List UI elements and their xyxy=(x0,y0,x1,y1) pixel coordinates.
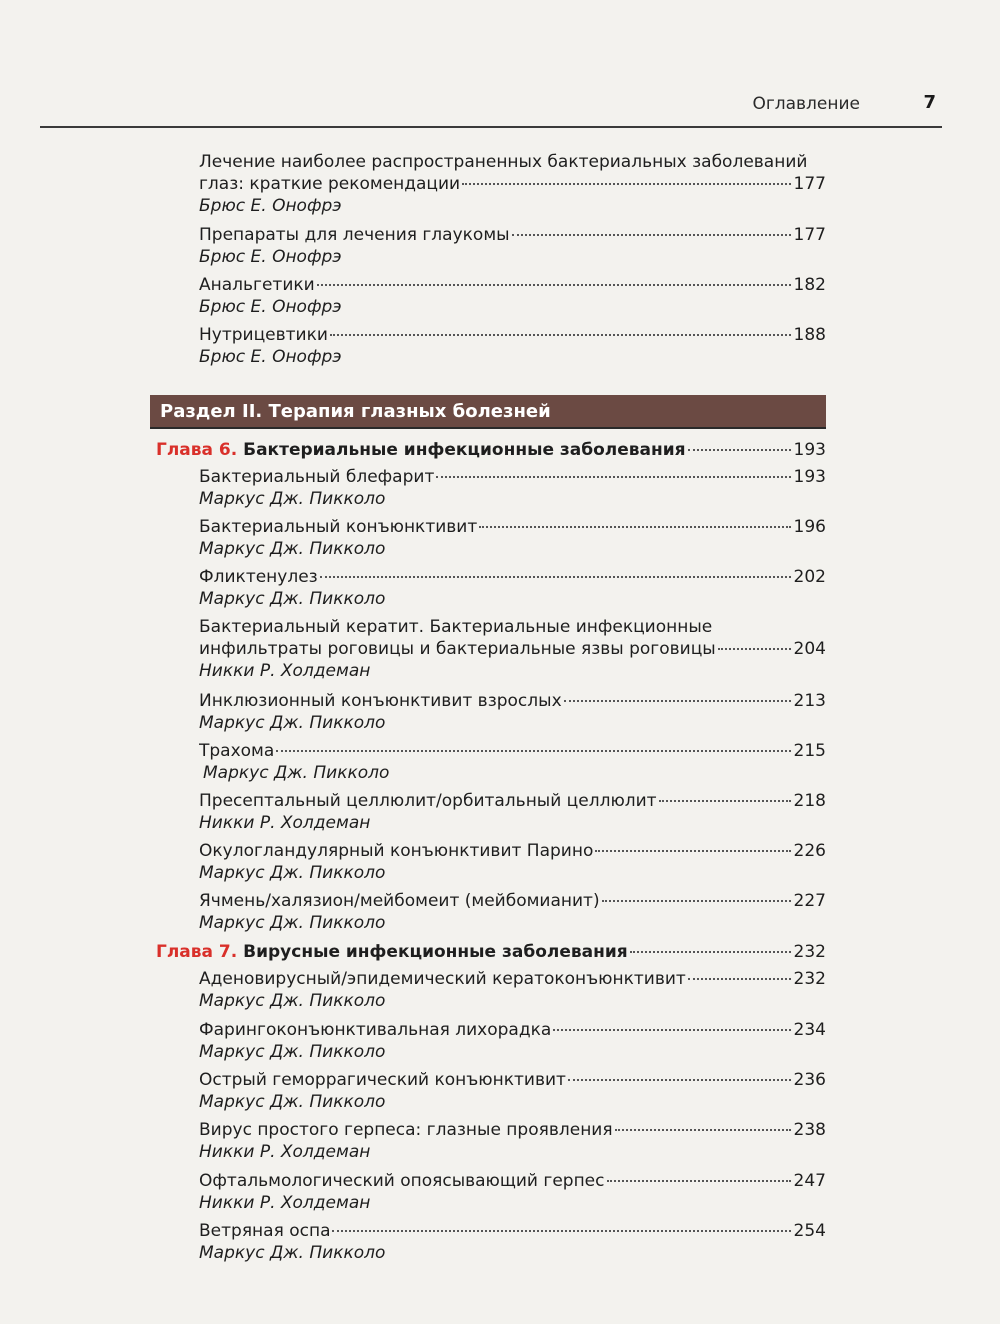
chapter-page: 193 xyxy=(793,440,826,460)
dot-leader xyxy=(659,800,791,802)
toc-entry-title: глаз: краткие рекомендации xyxy=(199,174,461,194)
toc-entry-title: Аденовирусный/эпидемический кератоконъюнктивит xyxy=(199,969,686,989)
toc-entry-page: 254 xyxy=(793,1221,826,1241)
toc-entry-author: Маркус Дж. Пикколо xyxy=(199,489,386,509)
toc-entry-title: Бактериальный конъюнктивит xyxy=(199,517,478,537)
toc-entry[interactable] xyxy=(199,224,826,268)
toc-entry-author: Маркус Дж. Пикколо xyxy=(199,1092,386,1112)
dot-leader xyxy=(553,1029,790,1031)
toc-entry-page: 226 xyxy=(793,841,826,861)
toc-entry[interactable] xyxy=(199,324,826,368)
toc-entry[interactable] xyxy=(199,890,826,934)
toc-entry[interactable] xyxy=(199,1220,826,1264)
dot-leader xyxy=(276,750,790,752)
toc-entry[interactable] xyxy=(199,1019,826,1063)
toc-entry-author: Никки Р. Холдеман xyxy=(199,1142,371,1162)
dot-leader xyxy=(436,476,790,478)
toc-entry[interactable] xyxy=(199,466,826,510)
toc-entry-title: Инклюзионный конъюнктивит взрослых xyxy=(199,691,562,711)
toc-entry-title-line1: Лечение наиболее распространенных бактериальных заболеваний xyxy=(199,152,808,172)
toc-entry-page: 177 xyxy=(793,225,826,245)
toc-entry-page: 234 xyxy=(793,1020,826,1040)
toc-entry-title: Нутрицевтики xyxy=(199,325,328,345)
chapter-heading-7[interactable] xyxy=(156,941,826,963)
toc-entry-author: Никки Р. Холдеман xyxy=(199,1193,371,1213)
toc-entry[interactable] xyxy=(199,1119,826,1163)
toc-entry-title: Вирус простого герпеса: глазные проявления xyxy=(199,1120,613,1140)
toc-entry-page: 227 xyxy=(793,891,826,911)
dot-leader xyxy=(718,648,791,650)
toc-entry-author: Маркус Дж. Пикколо xyxy=(199,913,386,933)
toc-entry-author: Маркус Дж. Пикколо xyxy=(199,863,386,883)
chapter-prefix: Глава 6. xyxy=(156,440,238,460)
toc-entry[interactable] xyxy=(199,274,826,318)
dot-leader xyxy=(630,951,791,953)
chapter-prefix: Глава 7. xyxy=(156,942,238,962)
toc-entry-page: 215 xyxy=(793,741,826,761)
toc-entry-page: 177 xyxy=(793,174,826,194)
toc-entry[interactable] xyxy=(199,690,826,734)
dot-leader xyxy=(512,234,791,236)
toc-entry-author: Брюс Е. Онофрэ xyxy=(199,247,342,267)
dot-leader xyxy=(479,526,790,528)
page-header xyxy=(40,86,942,128)
toc-entry-author: Никки Р. Холдеман xyxy=(199,661,371,681)
toc-entry-page: 202 xyxy=(793,567,826,587)
dot-leader xyxy=(330,334,791,336)
toc-entry-title: Острый геморрагический конъюнктивит xyxy=(199,1070,566,1090)
chapter-title: Бактериальные инфекционные заболевания xyxy=(243,440,686,460)
toc-entry-page: 236 xyxy=(793,1070,826,1090)
toc-entry[interactable] xyxy=(199,566,826,610)
toc-entry-page: 188 xyxy=(793,325,826,345)
dot-leader xyxy=(332,1230,790,1232)
toc-entry-author: Никки Р. Холдеман xyxy=(199,813,371,833)
toc-entry-title: Бактериальный блефарит xyxy=(199,467,435,487)
toc-entry-author: Брюс Е. Онофрэ xyxy=(199,297,342,317)
toc-entry[interactable] xyxy=(199,151,826,217)
toc-entry[interactable] xyxy=(199,516,826,560)
toc-entry-author: Маркус Дж. Пикколо xyxy=(199,589,386,609)
dot-leader xyxy=(688,978,791,980)
toc-entry[interactable] xyxy=(199,616,826,682)
toc-entry[interactable] xyxy=(199,1170,826,1214)
chapter-title: Вирусные инфекционные заболевания xyxy=(243,942,628,962)
running-title: Оглавление xyxy=(752,94,860,114)
dot-leader xyxy=(595,850,790,852)
dot-leader xyxy=(615,1129,791,1131)
toc-entry-title: Ветряная оспа xyxy=(199,1221,331,1241)
toc-entry[interactable] xyxy=(199,968,826,1012)
toc-entry-page: 238 xyxy=(793,1120,826,1140)
toc-entry[interactable] xyxy=(199,740,826,784)
page-number: 7 xyxy=(923,92,936,113)
dot-leader xyxy=(602,900,791,902)
toc-entry-page: 204 xyxy=(793,639,826,659)
toc-entry-author: Маркус Дж. Пикколо xyxy=(199,539,386,559)
toc-entry-page: 182 xyxy=(793,275,826,295)
toc-entry-page: 218 xyxy=(793,791,826,811)
toc-entry-title: Трахома xyxy=(199,741,275,761)
toc-entry-author: Маркус Дж. Пикколо xyxy=(199,1243,386,1263)
toc-entry-title: Анальгетики xyxy=(199,275,315,295)
toc-entry-title: Окулогландулярный конъюнктивит Парино xyxy=(199,841,594,861)
toc-entry-title: Фликтенулез xyxy=(199,567,318,587)
section-heading[interactable]: Раздел II. Терапия глазных болезней xyxy=(150,395,826,429)
toc-entry[interactable] xyxy=(199,840,826,884)
toc-entry-title: Офтальмологический опоясывающий герпес xyxy=(199,1171,605,1191)
toc-entry-author: Маркус Дж. Пикколо xyxy=(203,763,390,783)
toc-entry-page: 193 xyxy=(793,467,826,487)
dot-leader xyxy=(607,1180,791,1182)
toc-entry-page: 213 xyxy=(793,691,826,711)
dot-leader xyxy=(564,700,791,702)
toc-entry-title: Препараты для лечения глаукомы xyxy=(199,225,510,245)
toc-entry[interactable] xyxy=(199,1069,826,1113)
chapter-page: 232 xyxy=(793,942,826,962)
toc-entry-title: Фарингоконъюнктивальная лихорадка xyxy=(199,1020,552,1040)
toc-entry-title-line1: Бактериальный кератит. Бактериальные инфекционные xyxy=(199,617,713,637)
toc-entry-title: Пресептальный целлюлит/орбитальный целлюлит xyxy=(199,791,657,811)
toc-entry-title: Ячмень/халязион/мейбомеит (мейбомианит) xyxy=(199,891,600,911)
toc-entry[interactable] xyxy=(199,790,826,834)
chapter-heading-6[interactable] xyxy=(156,439,826,461)
toc-entry-page: 196 xyxy=(793,517,826,537)
toc-entry-author: Маркус Дж. Пикколо xyxy=(199,1042,386,1062)
dot-leader xyxy=(462,183,790,185)
toc-entry-author: Маркус Дж. Пикколо xyxy=(199,991,386,1011)
dot-leader xyxy=(317,284,791,286)
toc-entry-page: 232 xyxy=(793,969,826,989)
dot-leader xyxy=(568,1079,791,1081)
toc-entry-author: Брюс Е. Онофрэ xyxy=(199,196,342,216)
toc-entry-page: 247 xyxy=(793,1171,826,1191)
toc-entry-author: Маркус Дж. Пикколо xyxy=(199,713,386,733)
dot-leader xyxy=(320,576,791,578)
toc-entry-title: инфильтраты роговицы и бактериальные язвы роговицы xyxy=(199,639,716,659)
dot-leader xyxy=(688,449,791,451)
toc-entry-author: Брюс Е. Онофрэ xyxy=(199,347,342,367)
